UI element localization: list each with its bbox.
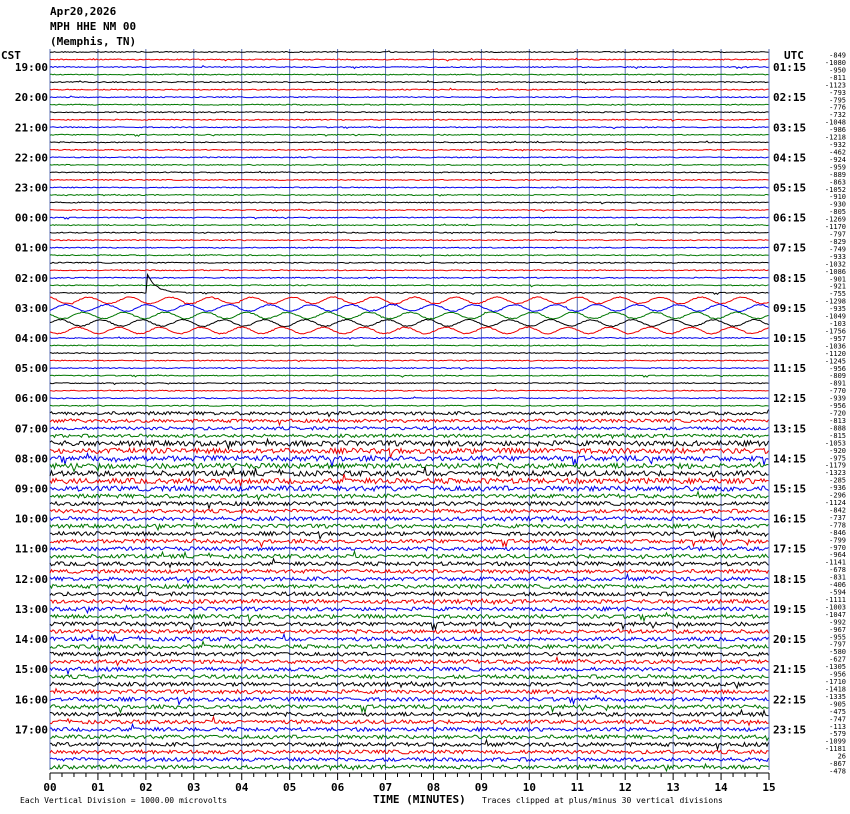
trace-group — [50, 51, 769, 771]
seismic-trace — [50, 530, 769, 539]
right-timezone-label: UTC — [784, 49, 804, 62]
trace-offset-label: -797 — [829, 640, 846, 649]
seismic-trace — [50, 675, 769, 679]
seismic-trace — [50, 88, 769, 90]
seismic-trace — [50, 262, 769, 263]
trace-offset-label: -579 — [829, 730, 846, 739]
left-timezone-label: CST — [1, 49, 21, 62]
trace-offset-label: -732 — [829, 111, 846, 120]
trace-offset-label: -1418 — [824, 685, 846, 694]
seismic-trace — [50, 312, 769, 319]
seismic-trace — [50, 551, 769, 558]
hour-label-utc: 04:15 — [773, 151, 807, 165]
seismic-trace — [50, 509, 769, 513]
trace-offset-label: -1170 — [824, 223, 846, 232]
trace-offset-label: -910 — [829, 193, 846, 202]
hour-label-local: 19:00 — [14, 61, 48, 75]
seismic-trace — [50, 502, 769, 509]
trace-offset-label: -406 — [829, 581, 846, 590]
trace-offset-label: -1181 — [824, 745, 846, 754]
trace-offset-label: -749 — [829, 245, 846, 254]
seismic-trace — [50, 559, 769, 568]
seismic-trace — [50, 634, 769, 641]
seismic-trace — [50, 764, 769, 771]
seismic-trace — [50, 434, 769, 439]
seismic-trace — [50, 454, 769, 467]
trace-offset-label: -1756 — [824, 327, 846, 336]
hour-label-local: 10:00 — [14, 512, 48, 526]
hour-label-utc: 08:15 — [773, 271, 807, 285]
seismic-trace — [50, 569, 769, 573]
seismic-trace — [50, 104, 769, 105]
hour-label-local: 17:00 — [14, 723, 48, 737]
seismic-trace — [50, 119, 769, 121]
trace-offset-label: -901 — [829, 275, 846, 284]
hour-label-local: 07:00 — [14, 422, 48, 436]
seismic-trace — [50, 410, 769, 417]
trace-offset-label: -1218 — [824, 133, 846, 142]
trace-offset-label: -831 — [829, 573, 846, 582]
seismic-trace — [50, 642, 769, 651]
trace-offset-label: -720 — [829, 409, 846, 418]
seismic-trace — [50, 187, 769, 188]
seismic-trace — [50, 337, 769, 339]
seismic-trace — [50, 689, 769, 694]
hour-label-local: 12:00 — [14, 572, 48, 586]
seismic-trace — [50, 523, 769, 530]
trace-offset-label: -992 — [829, 618, 846, 627]
trace-offset-label: -103 — [829, 320, 846, 328]
seismic-trace — [50, 750, 769, 754]
trace-offset-label: -1305 — [824, 663, 846, 672]
hour-label-local: 15:00 — [14, 663, 48, 677]
trace-offset-label: -930 — [829, 200, 846, 209]
trace-offset-label: -891 — [829, 379, 846, 388]
seismic-trace — [50, 126, 769, 128]
seismic-trace — [50, 740, 769, 749]
trace-offset-label: -1086 — [824, 267, 846, 276]
seismic-trace — [50, 319, 769, 326]
hour-label-local: 20:00 — [14, 91, 48, 105]
seismic-trace — [50, 405, 769, 406]
seismic-trace — [50, 194, 769, 196]
x-tick-label: 02 — [139, 781, 153, 794]
seismic-trace — [50, 297, 769, 304]
trace-offset-label: -478 — [829, 767, 846, 776]
trace-offset-label: -776 — [829, 103, 846, 112]
trace-offset-label: -1003 — [824, 603, 846, 612]
trace-offset-label: -932 — [829, 141, 846, 149]
trace-offset-label: -778 — [829, 521, 846, 530]
seismic-trace — [50, 717, 769, 725]
seismic-trace — [50, 383, 769, 385]
seismic-trace — [50, 149, 769, 151]
seismic-trace — [50, 157, 769, 158]
trace-offset-label: -920 — [829, 446, 846, 455]
seismic-trace — [50, 622, 769, 630]
hour-label-local: 23:00 — [14, 181, 48, 195]
hour-label-utc: 23:15 — [773, 723, 807, 737]
hour-label-utc: 22:15 — [773, 693, 807, 707]
seismic-trace — [50, 462, 769, 471]
hour-label-utc: 19:15 — [773, 602, 807, 616]
trace-offset-label: -933 — [829, 252, 846, 261]
seismic-trace — [50, 585, 769, 592]
x-tick-label: 08 — [426, 781, 441, 794]
seismic-trace — [50, 74, 769, 75]
trace-offset-label: -1710 — [824, 678, 846, 686]
seismic-trace — [50, 58, 769, 61]
trace-offset-label: -1036 — [824, 342, 846, 351]
trace-offset-label: -1049 — [824, 312, 846, 321]
hour-label-local: 01:00 — [14, 241, 48, 255]
trace-offset-label: -475 — [829, 707, 846, 716]
station-location: (Memphis, TN) — [50, 35, 137, 48]
trace-offset-label: -924 — [829, 155, 846, 164]
seismic-trace — [50, 81, 769, 84]
x-tick-label: 15 — [762, 781, 776, 794]
seismic-trace — [50, 735, 769, 741]
trace-offset-label: -1052 — [824, 185, 846, 194]
seismic-trace — [50, 224, 769, 226]
trace-offset-label: -1053 — [824, 439, 846, 448]
seismic-trace — [50, 352, 769, 353]
x-tick-label: 00 — [43, 781, 57, 794]
hour-label-utc: 18:15 — [773, 572, 807, 586]
hour-label-utc: 16:15 — [773, 512, 807, 526]
hour-label-local: 05:00 — [14, 362, 48, 376]
trace-offset-label: 26 — [837, 752, 846, 761]
seismic-trace — [50, 209, 769, 211]
trace-offset-label: -1123 — [824, 81, 846, 90]
seismic-trace — [50, 758, 769, 762]
trace-offset-label: -956 — [829, 670, 846, 679]
trace-offset-label: -747 — [829, 715, 846, 724]
trace-offset-label: -809 — [829, 372, 846, 381]
hour-label-utc: 03:15 — [773, 121, 807, 135]
trace-offset-label: -986 — [829, 126, 846, 135]
trace-offset-label: -863 — [829, 178, 846, 187]
seismic-trace — [50, 599, 769, 605]
trace-offset-label: -921 — [829, 282, 846, 291]
hour-label-local: 04:00 — [14, 332, 48, 345]
trace-offset-label: -797 — [829, 230, 846, 239]
seismic-trace — [50, 397, 769, 399]
seismic-trace — [50, 141, 769, 143]
x-tick-label: 12 — [618, 781, 632, 794]
trace-offset-label: -296 — [829, 491, 846, 500]
trace-offset-label: -627 — [829, 655, 846, 664]
hour-label-local: 16:00 — [14, 693, 48, 707]
trace-offset-label: -1269 — [824, 215, 846, 224]
trace-offset-label: -815 — [829, 431, 846, 440]
trace-offset-label: -935 — [829, 305, 846, 314]
seismic-trace — [50, 254, 769, 256]
seismic-trace — [50, 606, 769, 613]
trace-offset-label: -1111 — [824, 595, 846, 604]
x-tick-label: 14 — [714, 781, 728, 794]
seismic-trace — [50, 516, 769, 522]
trace-offset-label: -813 — [829, 416, 846, 425]
trace-offset-label: -793 — [829, 88, 846, 97]
x-tick-label: 09 — [474, 781, 489, 794]
hour-label-utc: 20:15 — [773, 633, 807, 647]
hour-label-local: 09:00 — [14, 482, 48, 496]
seismic-trace — [50, 270, 769, 271]
trace-offset-label: -888 — [829, 424, 846, 433]
trace-offset-label: -805 — [829, 208, 846, 217]
seismic-trace — [50, 51, 769, 53]
trace-offset-label: -1323 — [824, 469, 846, 478]
axis-group — [50, 773, 769, 780]
seismic-trace — [50, 164, 769, 166]
seismic-trace — [50, 613, 769, 622]
seismic-trace — [50, 492, 769, 500]
x-tick-label: 10 — [522, 781, 536, 794]
seismic-trace — [50, 696, 769, 705]
trace-offset-label: -1335 — [824, 692, 846, 701]
trace-offset-label: -956 — [829, 364, 846, 373]
seismic-trace — [50, 231, 769, 233]
seismic-trace — [50, 277, 769, 279]
hour-label-utc: 14:15 — [773, 452, 807, 466]
trace-offset-label: -939 — [829, 394, 846, 403]
hour-label-utc: 15:15 — [773, 482, 807, 496]
trace-offset-label: -737 — [829, 513, 846, 522]
seismic-trace — [50, 439, 769, 449]
hour-label-utc: 01:15 — [773, 61, 807, 75]
x-tick-label: 04 — [235, 781, 249, 794]
seismic-trace — [50, 710, 769, 716]
trace-offset-label: -905 — [829, 700, 846, 709]
clipping-note: Traces clipped at plus/minus 30 vertical divisions — [482, 796, 723, 805]
plot-date: Apr20,2026 — [50, 5, 117, 18]
trace-offset-label: -849 — [829, 51, 846, 60]
trace-offset-label: -580 — [829, 648, 846, 657]
hour-label-local: 00:00 — [14, 211, 48, 225]
seismic-trace — [50, 247, 769, 249]
trace-offset-label: -799 — [829, 536, 846, 545]
hour-label-utc: 06:15 — [773, 211, 807, 225]
seismic-trace — [50, 705, 769, 713]
hour-label-utc: 21:15 — [773, 663, 807, 677]
seismic-trace — [50, 345, 769, 346]
trace-offset-label: -678 — [829, 566, 846, 575]
trace-offset-label: -1080 — [824, 58, 846, 67]
trace-offset-label: -770 — [829, 387, 846, 396]
x-tick-label: 11 — [570, 781, 584, 794]
trace-offset-label: -594 — [829, 588, 846, 597]
trace-offset-label: -889 — [829, 170, 846, 179]
seismic-trace — [50, 375, 769, 377]
hour-label-utc: 12:15 — [773, 392, 807, 406]
seismic-trace — [50, 629, 769, 634]
hour-label-local: 08:00 — [14, 452, 48, 466]
hour-label-utc: 09:15 — [773, 301, 807, 315]
seismic-trace — [50, 368, 769, 370]
trace-offset-label: -936 — [829, 484, 846, 493]
hour-label-local: 21:00 — [14, 121, 48, 135]
x-axis-title: TIME (MINUTES) — [373, 793, 466, 806]
seismic-trace — [50, 419, 769, 425]
trace-offset-label: -867 — [829, 760, 846, 769]
x-tick-label: 05 — [283, 781, 297, 794]
seismic-trace — [50, 304, 769, 311]
station-code: MPH HHE NM 00 — [50, 20, 137, 33]
seismic-trace — [50, 66, 769, 69]
x-tick-label: 07 — [378, 781, 393, 794]
hour-label-utc: 05:15 — [773, 181, 807, 195]
trace-offset-label: -842 — [829, 506, 846, 515]
seismic-trace — [50, 652, 769, 656]
hour-label-utc: 07:15 — [773, 241, 807, 255]
seismic-trace — [50, 546, 769, 551]
hour-label-utc: 17:15 — [773, 542, 807, 556]
seismic-trace — [50, 389, 769, 391]
trace-offset-label: -1048 — [824, 118, 846, 127]
seismic-trace — [50, 217, 769, 219]
seismic-trace — [50, 179, 769, 180]
hour-label-local: 14:00 — [14, 633, 48, 647]
trace-offset-label: -811 — [829, 73, 846, 82]
hour-label-local: 06:00 — [14, 392, 48, 406]
seismic-trace — [50, 96, 769, 98]
x-tick-label: 06 — [330, 781, 345, 794]
hour-label-utc: 11:15 — [773, 362, 807, 376]
trace-offset-label: -285 — [829, 476, 846, 485]
seismic-trace — [50, 360, 769, 362]
seismic-trace — [50, 134, 769, 136]
trace-offset-label: -1120 — [824, 349, 846, 358]
seismic-trace — [50, 682, 769, 688]
trace-offset-label: -1179 — [824, 461, 846, 470]
seismic-trace — [50, 202, 769, 204]
trace-offset-label: -957 — [829, 334, 846, 343]
trace-offset-label: -795 — [829, 96, 846, 105]
x-tick-label: 03 — [187, 781, 201, 794]
seismic-trace — [50, 657, 769, 665]
seismic-trace — [50, 427, 769, 430]
vertical-scale-note: Each Vertical Division = 1000.00 microvolts — [20, 796, 228, 805]
trace-offset-label: -1047 — [824, 610, 846, 619]
trace-offset-label: -955 — [829, 633, 846, 642]
seismic-trace — [50, 539, 769, 547]
hour-label-utc: 13:15 — [773, 422, 807, 436]
trace-offset-label: -829 — [829, 237, 846, 246]
hour-label-local: 02:00 — [14, 271, 48, 285]
hour-label-local: 03:00 — [14, 301, 48, 315]
seismic-trace — [50, 467, 769, 477]
seismic-trace — [50, 575, 769, 583]
trace-offset-label: -959 — [829, 163, 846, 172]
seismic-trace — [50, 448, 769, 458]
trace-offset-label: -113 — [829, 722, 846, 731]
hour-label-utc: 02:15 — [773, 91, 807, 105]
trace-offset-label: -964 — [829, 551, 846, 560]
x-tick-label: 01 — [91, 781, 105, 794]
trace-offset-label: -950 — [829, 66, 846, 75]
trace-offset-label: -462 — [829, 148, 846, 157]
seismic-trace — [50, 486, 769, 491]
seismic-trace — [50, 171, 769, 173]
trace-offset-label: -1032 — [824, 260, 846, 269]
hour-label-local: 13:00 — [14, 602, 48, 616]
trace-offset-label: -846 — [829, 528, 846, 537]
seismic-trace — [50, 111, 769, 113]
seismic-trace — [50, 592, 769, 596]
trace-offset-label: -975 — [829, 454, 846, 463]
seismic-trace — [50, 724, 769, 731]
hour-label-utc: 10:15 — [773, 332, 807, 345]
trace-offset-label: -967 — [829, 625, 846, 634]
trace-offset-label: -1099 — [824, 737, 846, 746]
trace-offset-label: -970 — [829, 543, 846, 552]
seismic-trace — [50, 667, 769, 674]
hour-label-local: 22:00 — [14, 151, 48, 165]
trace-offset-label: -1245 — [824, 357, 846, 366]
trace-offset-label: -1141 — [824, 558, 846, 567]
trace-offset-label: -1298 — [824, 297, 846, 306]
x-tick-label: 13 — [666, 781, 680, 794]
seismic-trace — [50, 240, 769, 241]
trace-offset-label: -755 — [829, 290, 846, 299]
trace-offset-label: -956 — [829, 402, 846, 411]
trace-offset-label: -1124 — [824, 499, 846, 507]
seismic-trace — [50, 327, 769, 334]
hour-label-local: 11:00 — [14, 542, 48, 556]
